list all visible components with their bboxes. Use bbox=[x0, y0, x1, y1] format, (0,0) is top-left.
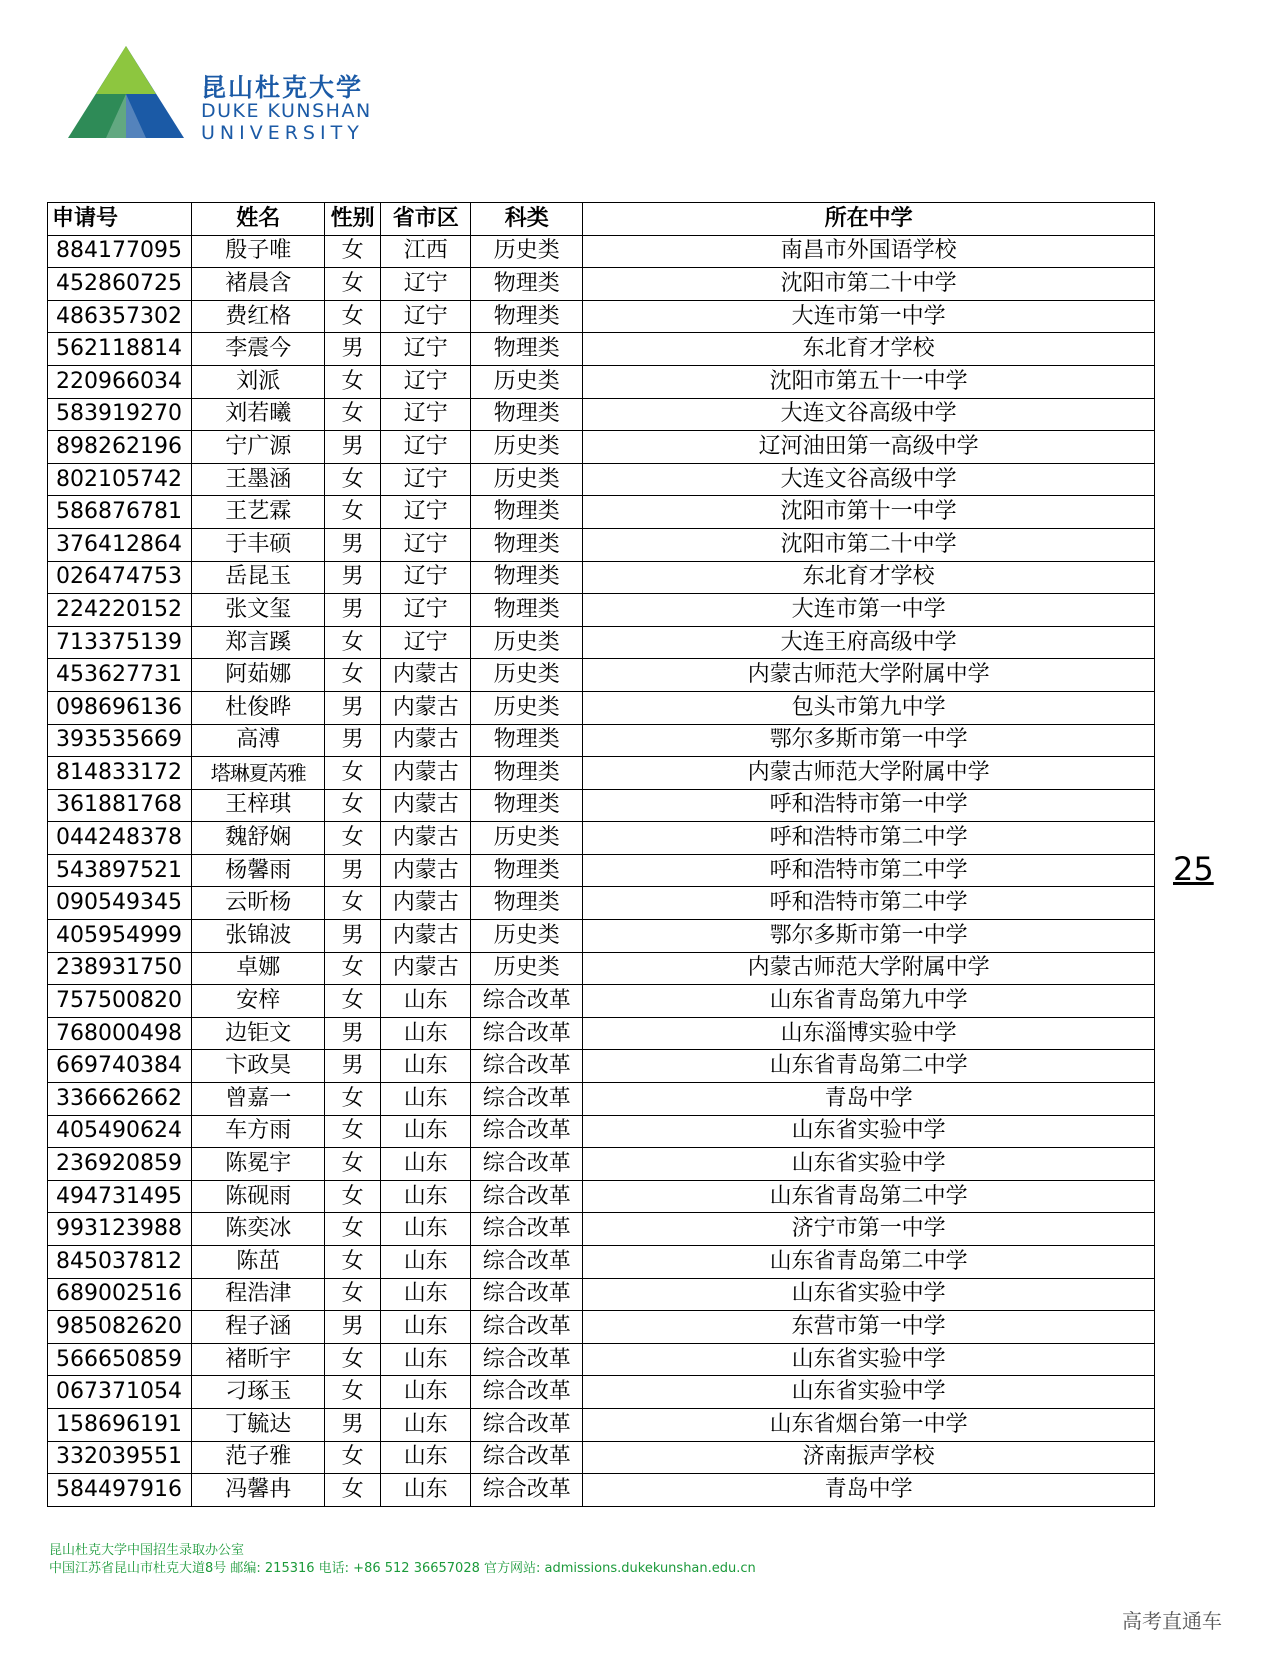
cell-school: 山东省青岛第二中学 bbox=[583, 1246, 1155, 1279]
cell-province: 辽宁 bbox=[381, 528, 471, 561]
table-row bbox=[48, 268, 1155, 301]
cell-name: 刘若曦 bbox=[192, 398, 325, 431]
cell-name: 陈砚雨 bbox=[192, 1180, 325, 1213]
cell-name: 王墨涵 bbox=[192, 463, 325, 496]
cell-application-no: 814833172 bbox=[48, 757, 192, 790]
header-gender: 性别 bbox=[325, 203, 381, 236]
cell-school: 大连文谷高级中学 bbox=[583, 463, 1155, 496]
cell-gender: 女 bbox=[325, 268, 381, 301]
university-logo bbox=[68, 46, 398, 146]
logo-name-en-line2: UNIVERSITY bbox=[201, 122, 364, 144]
cell-name: 阿茹娜 bbox=[192, 659, 325, 692]
cell-gender: 女 bbox=[325, 757, 381, 790]
cell-school: 山东省青岛第二中学 bbox=[583, 1180, 1155, 1213]
cell-gender: 男 bbox=[325, 724, 381, 757]
cell-province: 辽宁 bbox=[381, 463, 471, 496]
cell-application-no: 494731495 bbox=[48, 1180, 192, 1213]
cell-application-no: 713375139 bbox=[48, 626, 192, 659]
cell-subject: 综合改革 bbox=[471, 1180, 583, 1213]
cell-province: 内蒙古 bbox=[381, 757, 471, 790]
header-name: 姓名 bbox=[192, 203, 325, 236]
cell-application-no: 376412864 bbox=[48, 528, 192, 561]
cell-subject: 历史类 bbox=[471, 920, 583, 953]
cell-subject: 历史类 bbox=[471, 235, 583, 268]
cell-subject: 综合改革 bbox=[471, 1050, 583, 1083]
table-row bbox=[48, 822, 1155, 855]
cell-province: 辽宁 bbox=[381, 496, 471, 529]
cell-subject: 综合改革 bbox=[471, 985, 583, 1018]
cell-subject: 物理类 bbox=[471, 398, 583, 431]
cell-province: 辽宁 bbox=[381, 268, 471, 301]
cell-application-no: 238931750 bbox=[48, 952, 192, 985]
cell-application-no: 884177095 bbox=[48, 235, 192, 268]
table-row bbox=[48, 300, 1155, 333]
cell-school: 大连文谷高级中学 bbox=[583, 398, 1155, 431]
cell-name: 边钜文 bbox=[192, 1017, 325, 1050]
cell-gender: 女 bbox=[325, 1115, 381, 1148]
cell-province: 辽宁 bbox=[381, 594, 471, 627]
cell-gender: 男 bbox=[325, 528, 381, 561]
cell-name: 张锦波 bbox=[192, 920, 325, 953]
cell-school: 沈阳市第五十一中学 bbox=[583, 365, 1155, 398]
cell-name: 卓娜 bbox=[192, 952, 325, 985]
cell-application-no: 067371054 bbox=[48, 1376, 192, 1409]
cell-gender: 男 bbox=[325, 333, 381, 366]
footer-office: 昆山杜克大学中国招生录取办公室 bbox=[49, 1543, 245, 1558]
cell-province: 内蒙古 bbox=[381, 887, 471, 920]
admission-roster-table bbox=[47, 202, 1155, 1507]
cell-school: 济南振声学校 bbox=[583, 1441, 1155, 1474]
cell-province: 辽宁 bbox=[381, 333, 471, 366]
cell-province: 山东 bbox=[381, 1408, 471, 1441]
cell-gender: 女 bbox=[325, 626, 381, 659]
table-row bbox=[48, 1115, 1155, 1148]
cell-school: 青岛中学 bbox=[583, 1083, 1155, 1116]
cell-name: 丁毓达 bbox=[192, 1408, 325, 1441]
cell-application-no: 361881768 bbox=[48, 789, 192, 822]
cell-name: 程浩津 bbox=[192, 1278, 325, 1311]
corner-watermark: 高考直通车 bbox=[1122, 1609, 1222, 1633]
cell-application-no: 583919270 bbox=[48, 398, 192, 431]
cell-province: 辽宁 bbox=[381, 561, 471, 594]
cell-application-no: 044248378 bbox=[48, 822, 192, 855]
cell-gender: 男 bbox=[325, 854, 381, 887]
cell-name: 高溥 bbox=[192, 724, 325, 757]
cell-school: 山东省青岛第二中学 bbox=[583, 1050, 1155, 1083]
cell-subject: 历史类 bbox=[471, 952, 583, 985]
cell-subject: 综合改革 bbox=[471, 1213, 583, 1246]
table-row bbox=[48, 757, 1155, 790]
cell-subject: 历史类 bbox=[471, 463, 583, 496]
cell-province: 山东 bbox=[381, 1246, 471, 1279]
table-row bbox=[48, 1083, 1155, 1116]
table-row bbox=[48, 1050, 1155, 1083]
mountain-logo-icon bbox=[68, 46, 188, 142]
cell-school: 东营市第一中学 bbox=[583, 1311, 1155, 1344]
cell-subject: 物理类 bbox=[471, 757, 583, 790]
table-row bbox=[48, 333, 1155, 366]
cell-province: 内蒙古 bbox=[381, 724, 471, 757]
cell-gender: 女 bbox=[325, 659, 381, 692]
table-row bbox=[48, 1180, 1155, 1213]
cell-application-no: 452860725 bbox=[48, 268, 192, 301]
cell-gender: 女 bbox=[325, 1343, 381, 1376]
table-row bbox=[48, 1474, 1155, 1507]
table-row bbox=[48, 1278, 1155, 1311]
table-row bbox=[48, 431, 1155, 464]
cell-application-no: 562118814 bbox=[48, 333, 192, 366]
cell-name: 李震今 bbox=[192, 333, 325, 366]
table-row bbox=[48, 528, 1155, 561]
cell-subject: 综合改革 bbox=[471, 1441, 583, 1474]
footer-contact: 中国江苏省昆山市杜克大道8号 邮编: 215316 电话: +86 512 36657028 官方网站: admissions.dukekunshan.edu.cn bbox=[49, 1561, 756, 1576]
cell-school: 呼和浩特市第二中学 bbox=[583, 887, 1155, 920]
cell-school: 山东淄博实验中学 bbox=[583, 1017, 1155, 1050]
cell-gender: 男 bbox=[325, 691, 381, 724]
table-row bbox=[48, 659, 1155, 692]
cell-subject: 物理类 bbox=[471, 300, 583, 333]
cell-school: 大连市第一中学 bbox=[583, 300, 1155, 333]
cell-gender: 男 bbox=[325, 561, 381, 594]
cell-gender: 男 bbox=[325, 1050, 381, 1083]
cell-gender: 男 bbox=[325, 1311, 381, 1344]
cell-name: 杜俊晔 bbox=[192, 691, 325, 724]
cell-name: 杨馨雨 bbox=[192, 854, 325, 887]
table-row bbox=[48, 463, 1155, 496]
table-row bbox=[48, 1343, 1155, 1376]
cell-application-no: 985082620 bbox=[48, 1311, 192, 1344]
cell-school: 鄂尔多斯市第一中学 bbox=[583, 920, 1155, 953]
cell-subject: 物理类 bbox=[471, 854, 583, 887]
cell-subject: 综合改革 bbox=[471, 1246, 583, 1279]
cell-subject: 物理类 bbox=[471, 789, 583, 822]
cell-school: 东北育才学校 bbox=[583, 333, 1155, 366]
cell-name: 陈冕宇 bbox=[192, 1148, 325, 1181]
header-school: 所在中学 bbox=[583, 203, 1155, 236]
page-number: 25 bbox=[1173, 850, 1214, 888]
table-row bbox=[48, 1441, 1155, 1474]
cell-name: 郑言蹊 bbox=[192, 626, 325, 659]
cell-school: 辽河油田第一高级中学 bbox=[583, 431, 1155, 464]
cell-name: 殷子唯 bbox=[192, 235, 325, 268]
cell-gender: 女 bbox=[325, 1148, 381, 1181]
cell-province: 山东 bbox=[381, 1343, 471, 1376]
cell-province: 山东 bbox=[381, 1148, 471, 1181]
cell-school: 山东省实验中学 bbox=[583, 1343, 1155, 1376]
cell-province: 山东 bbox=[381, 985, 471, 1018]
cell-application-no: 158696191 bbox=[48, 1408, 192, 1441]
cell-name: 冯馨冉 bbox=[192, 1474, 325, 1507]
table-row bbox=[48, 985, 1155, 1018]
cell-province: 山东 bbox=[381, 1474, 471, 1507]
cell-subject: 综合改革 bbox=[471, 1311, 583, 1344]
cell-subject: 历史类 bbox=[471, 431, 583, 464]
cell-gender: 男 bbox=[325, 594, 381, 627]
cell-application-no: 453627731 bbox=[48, 659, 192, 692]
table-row bbox=[48, 1213, 1155, 1246]
cell-gender: 女 bbox=[325, 398, 381, 431]
table-row bbox=[48, 398, 1155, 431]
cell-gender: 男 bbox=[325, 1017, 381, 1050]
cell-application-no: 026474753 bbox=[48, 561, 192, 594]
table-row bbox=[48, 952, 1155, 985]
table-row bbox=[48, 1408, 1155, 1441]
cell-subject: 综合改革 bbox=[471, 1017, 583, 1050]
cell-province: 内蒙古 bbox=[381, 691, 471, 724]
cell-application-no: 898262196 bbox=[48, 431, 192, 464]
cell-province: 内蒙古 bbox=[381, 952, 471, 985]
cell-province: 山东 bbox=[381, 1213, 471, 1246]
cell-province: 山东 bbox=[381, 1376, 471, 1409]
cell-province: 辽宁 bbox=[381, 365, 471, 398]
cell-school: 内蒙古师范大学附属中学 bbox=[583, 952, 1155, 985]
cell-application-no: 757500820 bbox=[48, 985, 192, 1018]
cell-province: 山东 bbox=[381, 1017, 471, 1050]
cell-school: 内蒙古师范大学附属中学 bbox=[583, 659, 1155, 692]
cell-gender: 男 bbox=[325, 1408, 381, 1441]
cell-province: 内蒙古 bbox=[381, 789, 471, 822]
cell-school: 山东省实验中学 bbox=[583, 1115, 1155, 1148]
cell-school: 南昌市外国语学校 bbox=[583, 235, 1155, 268]
cell-subject: 历史类 bbox=[471, 691, 583, 724]
cell-application-no: 220966034 bbox=[48, 365, 192, 398]
cell-gender: 女 bbox=[325, 1441, 381, 1474]
cell-subject: 物理类 bbox=[471, 724, 583, 757]
cell-name: 车方雨 bbox=[192, 1115, 325, 1148]
cell-school: 呼和浩特市第二中学 bbox=[583, 822, 1155, 855]
cell-school: 山东省烟台第一中学 bbox=[583, 1408, 1155, 1441]
cell-province: 辽宁 bbox=[381, 626, 471, 659]
cell-province: 内蒙古 bbox=[381, 822, 471, 855]
cell-subject: 综合改革 bbox=[471, 1083, 583, 1116]
cell-application-no: 236920859 bbox=[48, 1148, 192, 1181]
cell-gender: 女 bbox=[325, 1213, 381, 1246]
table-row bbox=[48, 1148, 1155, 1181]
cell-subject: 历史类 bbox=[471, 365, 583, 398]
cell-name: 安梓 bbox=[192, 985, 325, 1018]
cell-name: 刘派 bbox=[192, 365, 325, 398]
cell-province: 山东 bbox=[381, 1083, 471, 1116]
cell-subject: 物理类 bbox=[471, 887, 583, 920]
cell-gender: 女 bbox=[325, 300, 381, 333]
cell-subject: 物理类 bbox=[471, 496, 583, 529]
cell-application-no: 802105742 bbox=[48, 463, 192, 496]
cell-subject: 物理类 bbox=[471, 561, 583, 594]
header-province: 省市区 bbox=[381, 203, 471, 236]
table-row bbox=[48, 594, 1155, 627]
cell-school: 东北育才学校 bbox=[583, 561, 1155, 594]
header-application-no: 申请号 bbox=[48, 203, 192, 236]
cell-subject: 综合改革 bbox=[471, 1376, 583, 1409]
cell-name: 岳昆玉 bbox=[192, 561, 325, 594]
cell-school: 包头市第九中学 bbox=[583, 691, 1155, 724]
cell-application-no: 586876781 bbox=[48, 496, 192, 529]
cell-name: 刁琢玉 bbox=[192, 1376, 325, 1409]
cell-name: 曾嘉一 bbox=[192, 1083, 325, 1116]
footer bbox=[49, 1542, 756, 1578]
cell-gender: 女 bbox=[325, 1474, 381, 1507]
table-row bbox=[48, 789, 1155, 822]
cell-name: 褚昕宇 bbox=[192, 1343, 325, 1376]
cell-subject: 综合改革 bbox=[471, 1343, 583, 1376]
cell-name: 程子涵 bbox=[192, 1311, 325, 1344]
cell-gender: 女 bbox=[325, 365, 381, 398]
cell-province: 山东 bbox=[381, 1050, 471, 1083]
table-row bbox=[48, 1017, 1155, 1050]
cell-name: 云昕杨 bbox=[192, 887, 325, 920]
cell-school: 内蒙古师范大学附属中学 bbox=[583, 757, 1155, 790]
cell-school: 大连王府高级中学 bbox=[583, 626, 1155, 659]
cell-name: 张文玺 bbox=[192, 594, 325, 627]
cell-subject: 历史类 bbox=[471, 659, 583, 692]
cell-school: 大连市第一中学 bbox=[583, 594, 1155, 627]
cell-application-no: 486357302 bbox=[48, 300, 192, 333]
cell-province: 辽宁 bbox=[381, 431, 471, 464]
cell-name: 范子雅 bbox=[192, 1441, 325, 1474]
cell-name: 宁广源 bbox=[192, 431, 325, 464]
cell-subject: 综合改革 bbox=[471, 1474, 583, 1507]
cell-subject: 历史类 bbox=[471, 822, 583, 855]
cell-application-no: 090549345 bbox=[48, 887, 192, 920]
cell-school: 沈阳市第二十中学 bbox=[583, 528, 1155, 561]
cell-application-no: 768000498 bbox=[48, 1017, 192, 1050]
cell-province: 山东 bbox=[381, 1278, 471, 1311]
cell-school: 青岛中学 bbox=[583, 1474, 1155, 1507]
cell-gender: 女 bbox=[325, 887, 381, 920]
cell-province: 辽宁 bbox=[381, 300, 471, 333]
cell-application-no: 584497916 bbox=[48, 1474, 192, 1507]
cell-subject: 综合改革 bbox=[471, 1408, 583, 1441]
cell-gender: 女 bbox=[325, 985, 381, 1018]
table-row bbox=[48, 691, 1155, 724]
cell-gender: 女 bbox=[325, 1246, 381, 1279]
cell-province: 山东 bbox=[381, 1180, 471, 1213]
cell-gender: 男 bbox=[325, 431, 381, 464]
cell-gender: 女 bbox=[325, 235, 381, 268]
cell-province: 内蒙古 bbox=[381, 854, 471, 887]
cell-subject: 物理类 bbox=[471, 594, 583, 627]
table-row bbox=[48, 724, 1155, 757]
cell-name: 王梓琪 bbox=[192, 789, 325, 822]
cell-gender: 女 bbox=[325, 1376, 381, 1409]
cell-application-no: 336662662 bbox=[48, 1083, 192, 1116]
cell-name: 魏舒娴 bbox=[192, 822, 325, 855]
cell-subject: 物理类 bbox=[471, 528, 583, 561]
table-row bbox=[48, 1246, 1155, 1279]
table-row bbox=[48, 235, 1155, 268]
cell-province: 江西 bbox=[381, 235, 471, 268]
table-row bbox=[48, 365, 1155, 398]
cell-name: 陈奕冰 bbox=[192, 1213, 325, 1246]
table-row bbox=[48, 561, 1155, 594]
cell-gender: 男 bbox=[325, 920, 381, 953]
logo-name-cn: 昆山杜克大学 bbox=[201, 73, 364, 102]
cell-application-no: 405490624 bbox=[48, 1115, 192, 1148]
header-subject: 科类 bbox=[471, 203, 583, 236]
table-header-row bbox=[48, 203, 1155, 236]
cell-application-no: 405954999 bbox=[48, 920, 192, 953]
cell-application-no: 689002516 bbox=[48, 1278, 192, 1311]
cell-application-no: 543897521 bbox=[48, 854, 192, 887]
cell-subject: 综合改革 bbox=[471, 1148, 583, 1181]
cell-subject: 物理类 bbox=[471, 333, 583, 366]
cell-province: 山东 bbox=[381, 1441, 471, 1474]
cell-gender: 女 bbox=[325, 952, 381, 985]
cell-school: 山东省青岛第九中学 bbox=[583, 985, 1155, 1018]
logo-name-en-line1: DUKE KUNSHAN bbox=[201, 100, 372, 122]
cell-province: 内蒙古 bbox=[381, 920, 471, 953]
cell-subject: 物理类 bbox=[471, 268, 583, 301]
table-row bbox=[48, 887, 1155, 920]
table-row bbox=[48, 1311, 1155, 1344]
cell-subject: 综合改革 bbox=[471, 1278, 583, 1311]
cell-gender: 女 bbox=[325, 463, 381, 496]
table-row bbox=[48, 496, 1155, 529]
cell-name: 卞政昊 bbox=[192, 1050, 325, 1083]
cell-name: 陈茁 bbox=[192, 1246, 325, 1279]
cell-name: 王艺霖 bbox=[192, 496, 325, 529]
cell-gender: 女 bbox=[325, 496, 381, 529]
cell-application-no: 669740384 bbox=[48, 1050, 192, 1083]
cell-school: 山东省实验中学 bbox=[583, 1278, 1155, 1311]
table-row bbox=[48, 1376, 1155, 1409]
cell-gender: 女 bbox=[325, 1083, 381, 1116]
cell-application-no: 845037812 bbox=[48, 1246, 192, 1279]
cell-school: 济宁市第一中学 bbox=[583, 1213, 1155, 1246]
cell-school: 山东省实验中学 bbox=[583, 1148, 1155, 1181]
table-row bbox=[48, 626, 1155, 659]
cell-name: 费红格 bbox=[192, 300, 325, 333]
cell-name: 于丰硕 bbox=[192, 528, 325, 561]
cell-application-no: 224220152 bbox=[48, 594, 192, 627]
cell-application-no: 566650859 bbox=[48, 1343, 192, 1376]
cell-gender: 女 bbox=[325, 1180, 381, 1213]
cell-school: 山东省实验中学 bbox=[583, 1376, 1155, 1409]
cell-school: 沈阳市第十一中学 bbox=[583, 496, 1155, 529]
cell-school: 呼和浩特市第一中学 bbox=[583, 789, 1155, 822]
cell-province: 辽宁 bbox=[381, 398, 471, 431]
table-row bbox=[48, 854, 1155, 887]
cell-application-no: 993123988 bbox=[48, 1213, 192, 1246]
cell-gender: 女 bbox=[325, 1278, 381, 1311]
cell-name: 塔琳夏芮雅 bbox=[192, 757, 325, 790]
cell-school: 鄂尔多斯市第一中学 bbox=[583, 724, 1155, 757]
cell-school: 呼和浩特市第二中学 bbox=[583, 854, 1155, 887]
table-row bbox=[48, 920, 1155, 953]
cell-province: 山东 bbox=[381, 1311, 471, 1344]
cell-application-no: 332039551 bbox=[48, 1441, 192, 1474]
cell-province: 山东 bbox=[381, 1115, 471, 1148]
cell-name: 褚晨含 bbox=[192, 268, 325, 301]
cell-subject: 综合改革 bbox=[471, 1115, 583, 1148]
cell-gender: 女 bbox=[325, 822, 381, 855]
cell-gender: 女 bbox=[325, 789, 381, 822]
cell-province: 内蒙古 bbox=[381, 659, 471, 692]
cell-subject: 历史类 bbox=[471, 626, 583, 659]
cell-application-no: 393535669 bbox=[48, 724, 192, 757]
cell-application-no: 098696136 bbox=[48, 691, 192, 724]
cell-school: 沈阳市第二十中学 bbox=[583, 268, 1155, 301]
